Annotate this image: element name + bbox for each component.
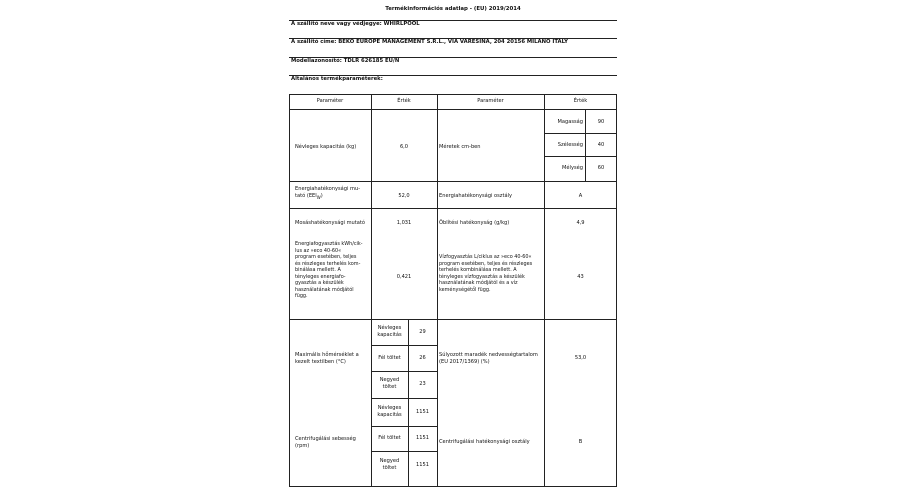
rinsing-efficiency-label: Öblítési hatékonyság (g/kg) [439, 220, 510, 226]
spin-quarter-value: 1151 [416, 462, 429, 468]
rated-capacity-value: 6,0 [399, 144, 409, 150]
energy-consumption-label: Energiafogyasztás kWh/cik- lus az »eco 40-60« program esetében, teljes és részleges terhelés kom- binálása mellett. A tényleges energiafo- gyasztás a készülék használatának módjától függ. [295, 241, 363, 299]
row-divider-eei [289, 181, 617, 182]
depth-label: Mélység [562, 165, 583, 171]
supplier-name: A szállító neve vagy védjegye: WHIRLPOOL [289, 20, 617, 27]
spin-rated-value: 1151 [416, 409, 429, 415]
depth-value: 60 [597, 165, 605, 171]
spin-quarter-sub-label: Negyed töltet [379, 458, 400, 471]
spin-rated-sub-label: Névleges kapacitás [377, 405, 402, 418]
temp-quarter-value: 23 [419, 381, 426, 387]
header-value: Érték [397, 98, 411, 104]
sheet-title: Termékinformációs adatlap - (EU) 2019/2014 [385, 6, 521, 12]
spin-half-sub-label: Fél töltet [378, 435, 401, 441]
dimensions-label: Méretek cm-ben [439, 144, 481, 150]
model-identifier: Modellazonosító: TDLR 626185 EU/N [289, 57, 617, 64]
sub-col-divider [408, 319, 409, 486]
moisture-value: 53,0 [574, 355, 587, 361]
table-border-top [289, 94, 617, 95]
height-value: 90 [597, 119, 605, 125]
col-divider-3 [544, 94, 545, 486]
energy-class-label: Energiahatékonysági osztály [439, 193, 512, 199]
washing-efficiency-label: Mosáshatékonysági mutató [295, 220, 366, 226]
spin-class-value: B [578, 439, 583, 445]
table-header-divider [289, 109, 617, 110]
washing-efficiency-value: 1,031 [396, 220, 412, 226]
table-border-bottom [289, 486, 617, 487]
height-label: Magasság [557, 119, 583, 125]
table-border-left [289, 94, 290, 486]
temp-sub-divider-2 [371, 371, 437, 372]
table-border-right [616, 94, 617, 486]
col-divider-1 [371, 94, 372, 486]
spin-sub-divider-2 [371, 451, 437, 452]
temp-rated-value: 29 [419, 329, 426, 335]
general-params-heading: Általános termékparaméterek: [289, 75, 617, 82]
spin-speed-label: Centrifugálási sebesség (rpm) [295, 436, 356, 449]
temp-half-sub-label: Fél töltet [378, 355, 401, 361]
temp-rated-sub-label: Névleges kapacitás [377, 325, 402, 338]
dimension-divider-2 [544, 156, 617, 157]
energy-consumption-value: 0,421 [396, 274, 412, 280]
spin-half-value: 1151 [416, 435, 429, 441]
product-information-sheet [289, 0, 617, 500]
col-divider-2 [437, 94, 438, 486]
header-param: Paraméter [316, 98, 344, 104]
header-value-2: Érték [573, 98, 588, 104]
water-consumption-label: Vízfogyasztás L/ciklus az »eco 40-60« program esetében, teljes és részleges terhelés kombinálása mellett. A tényleges vízfogyasztás a készülék használatának módjától és a víz keménységétől függ. [439, 254, 533, 293]
width-label: Szélesség [557, 142, 583, 148]
spin-sub-divider-1 [371, 426, 437, 427]
temp-quarter-sub-label: Negyed töltet [379, 377, 400, 390]
max-temperature-label: Maximális hőmérséklet a kezelt textilben (°C) [295, 352, 359, 365]
parameters-table [289, 94, 617, 500]
eei-label: Energiahatékonysági mu- tató $(EEI_W)$ [295, 186, 361, 201]
row-divider-efficiency [289, 208, 617, 209]
supplier-address: A szállító címe: BEKO EUROPE MANAGEMENT S.R.L., VIA VARESINA, 204 20156 MILANO ITALY [289, 38, 617, 45]
spin-class-label: Centrifugálási hatékonysági osztály [439, 439, 530, 445]
energy-class-value: A [578, 193, 583, 199]
temp-sub-divider-1 [371, 345, 437, 346]
width-value: 40 [597, 142, 605, 148]
rated-capacity-label: Névleges kapacitás (kg) [295, 144, 357, 150]
temp-spin-divider [371, 398, 437, 399]
temp-half-value: 26 [419, 355, 426, 361]
header-param-2: Paraméter [477, 98, 504, 104]
row-divider-temperature [289, 319, 617, 320]
water-consumption-value: 43 [577, 274, 584, 280]
eei-value: 52,0 [398, 193, 410, 199]
rinsing-efficiency-value: 4,9 [576, 220, 585, 226]
dimension-divider-1 [544, 133, 617, 134]
moisture-label: Súlyozott maradék nedvességtartalom (EU 2017/1369) (%) [439, 352, 538, 365]
